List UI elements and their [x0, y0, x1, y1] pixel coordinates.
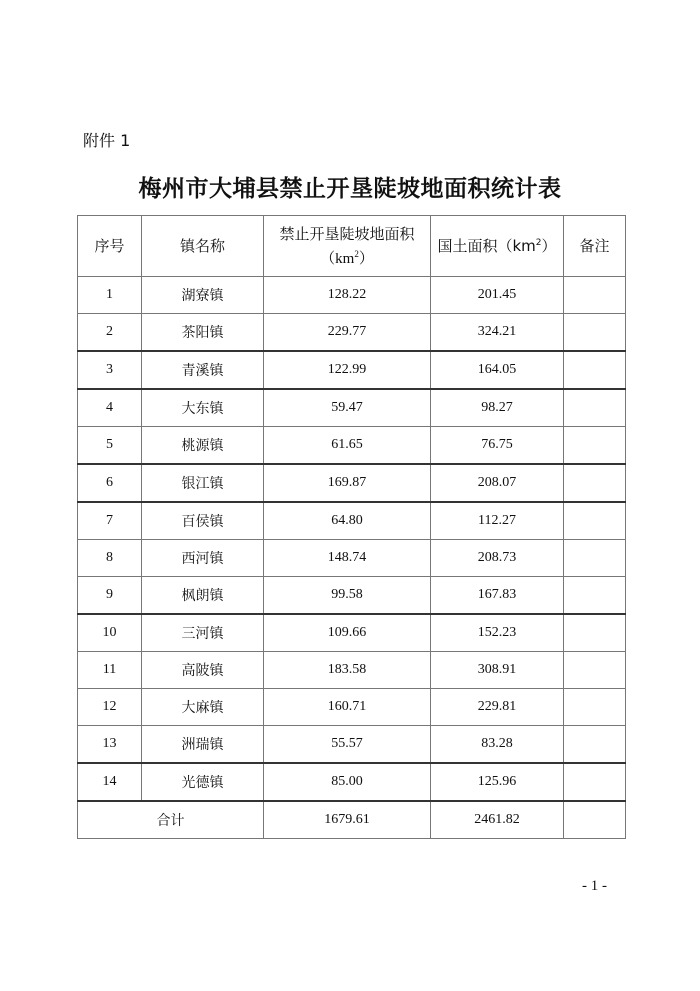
row-remark: [564, 540, 626, 577]
header-land-area-close: ）: [541, 237, 557, 255]
row-slope-area: 122.99: [264, 351, 431, 389]
table-row: [78, 614, 626, 652]
row-remark: [564, 726, 626, 764]
table-header-row: [78, 216, 626, 277]
total-remark: [564, 801, 626, 839]
row-remark: [564, 389, 626, 427]
row-town: 桃源镇: [142, 427, 264, 465]
row-remark: [564, 351, 626, 389]
row-land-area: 125.96: [431, 763, 564, 801]
row-town: 大东镇: [142, 389, 264, 427]
row-land-area: 112.27: [431, 502, 564, 540]
page-title: 梅州市大埔县禁止开垦陡坡地面积统计表: [138, 176, 562, 202]
row-land-area: 167.83: [431, 577, 564, 615]
row-remark: [564, 763, 626, 801]
row-slope-area: 229.77: [264, 314, 431, 352]
row-seq: 1: [78, 277, 142, 314]
row-seq: 10: [78, 614, 142, 652]
row-slope-area: 169.87: [264, 464, 431, 502]
row-town: 茶阳镇: [142, 314, 264, 352]
row-town: 湖寮镇: [142, 277, 264, 314]
header-slope-area-unit-open: （km: [320, 250, 355, 267]
row-remark: [564, 464, 626, 502]
header-town: 镇名称: [142, 216, 264, 277]
row-remark: [564, 502, 626, 540]
row-slope-area: 59.47: [264, 389, 431, 427]
row-seq: 12: [78, 689, 142, 726]
row-seq: 3: [78, 351, 142, 389]
row-town: 大麻镇: [142, 689, 264, 726]
row-land-area: 98.27: [431, 389, 564, 427]
row-land-area: 324.21: [431, 314, 564, 352]
row-seq: 2: [78, 314, 142, 352]
row-remark: [564, 277, 626, 314]
table-row: [78, 351, 626, 389]
page-number: - 1 -: [582, 878, 607, 894]
row-town: 洲瑞镇: [142, 726, 264, 764]
row-town: 三河镇: [142, 614, 264, 652]
row-land-area: 83.28: [431, 726, 564, 764]
row-remark: [564, 427, 626, 465]
header-slope-area: [264, 216, 431, 277]
total-land-area: 2461.82: [431, 801, 564, 839]
row-seq: 9: [78, 577, 142, 615]
row-town: 光德镇: [142, 763, 264, 801]
row-town: 枫朗镇: [142, 577, 264, 615]
row-land-area: 201.45: [431, 277, 564, 314]
row-town: 西河镇: [142, 540, 264, 577]
row-seq: 8: [78, 540, 142, 577]
row-seq: 6: [78, 464, 142, 502]
table-row: [78, 502, 626, 540]
row-slope-area: 99.58: [264, 577, 431, 615]
header-slope-area-title: 禁止开垦陡坡地面积: [279, 224, 415, 243]
row-slope-area: 64.80: [264, 502, 431, 540]
row-remark: [564, 652, 626, 689]
table-row: [78, 726, 626, 764]
header-land-area-title: 国土面积（km: [437, 237, 536, 255]
row-slope-area: 128.22: [264, 277, 431, 314]
table-row: [78, 652, 626, 689]
row-seq: 14: [78, 763, 142, 801]
row-land-area: 229.81: [431, 689, 564, 726]
row-land-area: 164.05: [431, 351, 564, 389]
row-town: 高陂镇: [142, 652, 264, 689]
row-land-area: 208.73: [431, 540, 564, 577]
row-seq: 7: [78, 502, 142, 540]
header-land-area-unit-power: 2: [535, 238, 542, 248]
table-row: [78, 277, 626, 314]
header-land-area: [431, 216, 564, 277]
row-slope-area: 148.74: [264, 540, 431, 577]
header-remark: 备注: [564, 216, 626, 277]
header-slope-area-unit: [320, 248, 374, 267]
row-remark: [564, 614, 626, 652]
table-total-row: [78, 801, 626, 839]
table-row: [78, 540, 626, 577]
row-land-area: 152.23: [431, 614, 564, 652]
total-slope-area: 1679.61: [264, 801, 431, 839]
table-row: [78, 314, 626, 352]
table-row: [78, 464, 626, 502]
header-seq: 序号: [78, 216, 142, 277]
table-row: [78, 763, 626, 801]
row-slope-area: 85.00: [264, 763, 431, 801]
slope-area-table: [77, 215, 626, 839]
row-remark: [564, 577, 626, 615]
row-slope-area: 183.58: [264, 652, 431, 689]
table-row: [78, 389, 626, 427]
row-remark: [564, 689, 626, 726]
table-row: [78, 689, 626, 726]
row-seq: 5: [78, 427, 142, 465]
table-row: [78, 427, 626, 465]
table-row: [78, 577, 626, 615]
row-seq: 4: [78, 389, 142, 427]
header-slope-area-unit-power: 2: [354, 248, 359, 259]
row-slope-area: 160.71: [264, 689, 431, 726]
row-town: 银江镇: [142, 464, 264, 502]
row-town: 青溪镇: [142, 351, 264, 389]
row-town: 百侯镇: [142, 502, 264, 540]
row-slope-area: 61.65: [264, 427, 431, 465]
row-seq: 13: [78, 726, 142, 764]
row-land-area: 208.07: [431, 464, 564, 502]
attachment-label: 附件 1: [83, 131, 131, 150]
row-land-area: 308.91: [431, 652, 564, 689]
row-slope-area: 109.66: [264, 614, 431, 652]
row-slope-area: 55.57: [264, 726, 431, 764]
row-seq: 11: [78, 652, 142, 689]
row-land-area: 76.75: [431, 427, 564, 465]
row-remark: [564, 314, 626, 352]
total-label: 合计: [78, 801, 264, 839]
header-slope-area-unit-close: ）: [358, 250, 374, 267]
